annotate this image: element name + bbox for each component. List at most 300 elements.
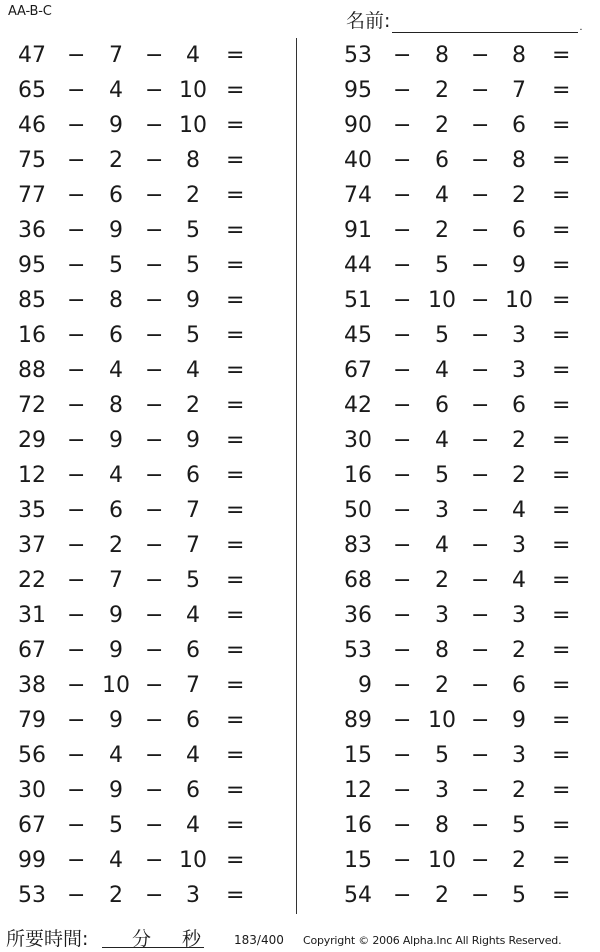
problem-row xyxy=(0,703,272,738)
minus-sign: − xyxy=(67,253,86,278)
equals-sign: = xyxy=(226,358,245,383)
second-number: 7 xyxy=(109,568,123,593)
first-number: 67 xyxy=(18,813,46,838)
minus-sign: − xyxy=(145,813,164,838)
problem-row xyxy=(0,143,272,178)
minus-sign: − xyxy=(145,323,164,348)
minus-sign: − xyxy=(393,708,412,733)
third-number: 2 xyxy=(512,183,526,208)
first-number: 89 xyxy=(344,708,372,733)
minus-sign: − xyxy=(393,43,412,68)
minus-sign: − xyxy=(145,533,164,558)
first-number: 37 xyxy=(18,533,46,558)
third-number: 2 xyxy=(512,463,526,488)
minus-sign: − xyxy=(393,183,412,208)
minus-sign: − xyxy=(67,708,86,733)
second-number: 9 xyxy=(109,218,123,243)
minus-sign: − xyxy=(145,848,164,873)
equals-sign: = xyxy=(552,253,571,278)
first-number: 30 xyxy=(344,428,372,453)
third-number: 7 xyxy=(186,673,200,698)
minus-sign: − xyxy=(393,743,412,768)
third-number: 7 xyxy=(186,498,200,523)
name-label: 名前: xyxy=(346,10,391,32)
problem-row xyxy=(326,248,598,283)
third-number: 4 xyxy=(512,568,526,593)
third-number: 10 xyxy=(179,78,207,103)
minus-sign: − xyxy=(145,568,164,593)
second-number: 9 xyxy=(109,708,123,733)
minus-sign: − xyxy=(145,253,164,278)
third-number: 5 xyxy=(186,253,200,278)
problem-row xyxy=(326,738,598,773)
minus-sign: − xyxy=(471,43,490,68)
second-number: 2 xyxy=(435,883,449,908)
minus-sign: − xyxy=(145,463,164,488)
minus-sign: − xyxy=(67,323,86,348)
right-problem-column xyxy=(326,38,598,913)
minus-sign: − xyxy=(145,358,164,383)
first-number: 42 xyxy=(344,393,372,418)
second-number: 5 xyxy=(435,253,449,278)
third-number: 8 xyxy=(512,148,526,173)
problem-row xyxy=(0,458,272,493)
equals-sign: = xyxy=(552,358,571,383)
first-number: 54 xyxy=(344,883,372,908)
minus-sign: − xyxy=(393,253,412,278)
third-number: 4 xyxy=(512,498,526,523)
minus-sign: − xyxy=(393,393,412,418)
second-number: 2 xyxy=(435,218,449,243)
minus-sign: − xyxy=(471,778,490,803)
equals-sign: = xyxy=(552,323,571,348)
equals-sign: = xyxy=(226,533,245,558)
first-number: 90 xyxy=(344,113,372,138)
first-number: 67 xyxy=(18,638,46,663)
problem-row xyxy=(0,388,272,423)
first-number: 91 xyxy=(344,218,372,243)
equals-sign: = xyxy=(226,43,245,68)
second-number: 5 xyxy=(435,743,449,768)
minus-sign: − xyxy=(393,813,412,838)
minus-sign: − xyxy=(471,428,490,453)
third-number: 5 xyxy=(186,568,200,593)
minus-sign: − xyxy=(67,778,86,803)
second-number: 9 xyxy=(109,113,123,138)
second-number: 6 xyxy=(435,393,449,418)
problem-row xyxy=(0,283,272,318)
equals-sign: = xyxy=(226,848,245,873)
minus-sign: − xyxy=(145,883,164,908)
third-number: 10 xyxy=(505,288,533,313)
second-number: 6 xyxy=(435,148,449,173)
problem-row xyxy=(326,318,598,353)
minus-sign: − xyxy=(67,883,86,908)
third-number: 6 xyxy=(186,778,200,803)
third-number: 8 xyxy=(512,43,526,68)
minus-sign: − xyxy=(145,218,164,243)
problem-row xyxy=(0,248,272,283)
problem-row xyxy=(0,353,272,388)
minus-sign: − xyxy=(393,778,412,803)
minus-sign: − xyxy=(393,568,412,593)
first-number: 38 xyxy=(18,673,46,698)
third-number: 7 xyxy=(186,533,200,558)
third-number: 2 xyxy=(512,848,526,873)
minus-sign: − xyxy=(67,78,86,103)
second-number: 2 xyxy=(435,113,449,138)
minus-sign: − xyxy=(145,183,164,208)
minus-sign: − xyxy=(67,218,86,243)
minus-sign: − xyxy=(393,428,412,453)
minus-sign: − xyxy=(145,113,164,138)
second-number: 4 xyxy=(109,848,123,873)
first-number: 22 xyxy=(18,568,46,593)
minus-sign: − xyxy=(145,673,164,698)
second-number: 9 xyxy=(109,428,123,453)
minus-sign: − xyxy=(471,323,490,348)
minus-sign: − xyxy=(67,428,86,453)
minus-sign: − xyxy=(471,883,490,908)
problem-row xyxy=(0,668,272,703)
problem-row xyxy=(326,423,598,458)
minus-sign: − xyxy=(145,743,164,768)
equals-sign: = xyxy=(226,463,245,488)
first-number: 53 xyxy=(18,883,46,908)
equals-sign: = xyxy=(226,568,245,593)
problem-row xyxy=(0,213,272,248)
equals-sign: = xyxy=(552,463,571,488)
minus-sign: − xyxy=(67,393,86,418)
equals-sign: = xyxy=(552,603,571,628)
minus-sign: − xyxy=(67,43,86,68)
minus-sign: − xyxy=(67,358,86,383)
third-number: 6 xyxy=(512,393,526,418)
second-number: 4 xyxy=(435,183,449,208)
equals-sign: = xyxy=(226,323,245,348)
equals-sign: = xyxy=(552,743,571,768)
first-number: 67 xyxy=(344,358,372,383)
minus-sign: − xyxy=(393,218,412,243)
minus-sign: − xyxy=(67,673,86,698)
problem-row xyxy=(0,73,272,108)
problem-row xyxy=(326,668,598,703)
equals-sign: = xyxy=(226,148,245,173)
equals-sign: = xyxy=(226,883,245,908)
problem-row xyxy=(0,773,272,808)
problem-row xyxy=(326,563,598,598)
second-number: 10 xyxy=(428,288,456,313)
first-number: 31 xyxy=(18,603,46,628)
third-number: 6 xyxy=(512,218,526,243)
second-number: 5 xyxy=(435,323,449,348)
second-number: 2 xyxy=(109,533,123,558)
third-number: 3 xyxy=(512,323,526,348)
second-number: 2 xyxy=(109,883,123,908)
equals-sign: = xyxy=(552,708,571,733)
first-number: 83 xyxy=(344,533,372,558)
equals-sign: = xyxy=(552,288,571,313)
first-number: 88 xyxy=(18,358,46,383)
minus-sign: − xyxy=(393,78,412,103)
third-number: 5 xyxy=(186,323,200,348)
worksheet-code: AA-B-C xyxy=(8,4,52,19)
second-number: 7 xyxy=(109,43,123,68)
second-number: 8 xyxy=(109,393,123,418)
minus-sign: − xyxy=(393,358,412,383)
second-number: 6 xyxy=(109,498,123,523)
equals-sign: = xyxy=(552,78,571,103)
first-number: 45 xyxy=(344,323,372,348)
equals-sign: = xyxy=(552,113,571,138)
first-number: 29 xyxy=(18,428,46,453)
third-number: 5 xyxy=(512,813,526,838)
third-number: 10 xyxy=(179,113,207,138)
equals-sign: = xyxy=(552,638,571,663)
third-number: 9 xyxy=(186,288,200,313)
third-number: 6 xyxy=(186,638,200,663)
minus-sign: − xyxy=(471,393,490,418)
problem-row xyxy=(0,493,272,528)
first-number: 95 xyxy=(344,78,372,103)
first-number: 36 xyxy=(18,218,46,243)
equals-sign: = xyxy=(226,288,245,313)
problem-row xyxy=(326,178,598,213)
second-number: 3 xyxy=(435,778,449,803)
problem-row xyxy=(326,73,598,108)
problem-row xyxy=(0,423,272,458)
equals-sign: = xyxy=(226,638,245,663)
equals-sign: = xyxy=(552,393,571,418)
minus-sign: − xyxy=(471,743,490,768)
third-number: 3 xyxy=(512,743,526,768)
problem-row xyxy=(326,528,598,563)
first-number: 51 xyxy=(344,288,372,313)
problem-row xyxy=(326,38,598,73)
minus-sign: − xyxy=(471,78,490,103)
minus-sign: − xyxy=(67,848,86,873)
problem-row xyxy=(326,843,598,878)
problem-row xyxy=(0,178,272,213)
minus-sign: − xyxy=(471,568,490,593)
first-number: 65 xyxy=(18,78,46,103)
equals-sign: = xyxy=(226,428,245,453)
problem-row xyxy=(0,878,272,913)
problem-row xyxy=(326,213,598,248)
problem-row xyxy=(0,528,272,563)
equals-sign: = xyxy=(226,813,245,838)
column-divider xyxy=(296,38,297,914)
first-number: 74 xyxy=(344,183,372,208)
second-number: 3 xyxy=(435,498,449,523)
problem-row xyxy=(326,283,598,318)
problem-row xyxy=(326,773,598,808)
third-number: 9 xyxy=(512,708,526,733)
minus-sign: − xyxy=(67,463,86,488)
name-field-area xyxy=(346,6,583,33)
problem-row xyxy=(0,633,272,668)
first-number: 53 xyxy=(344,638,372,663)
equals-sign: = xyxy=(552,428,571,453)
minus-sign: − xyxy=(393,883,412,908)
minus-sign: − xyxy=(67,498,86,523)
minus-sign: − xyxy=(393,533,412,558)
first-number: 9 xyxy=(358,673,372,698)
problem-row xyxy=(0,738,272,773)
first-number: 75 xyxy=(18,148,46,173)
equals-sign: = xyxy=(226,743,245,768)
minus-sign: − xyxy=(393,603,412,628)
equals-sign: = xyxy=(226,498,245,523)
minus-sign: − xyxy=(471,288,490,313)
problem-row xyxy=(326,493,598,528)
second-number: 6 xyxy=(109,183,123,208)
minus-sign: − xyxy=(471,148,490,173)
second-number: 4 xyxy=(435,358,449,383)
problem-row xyxy=(326,458,598,493)
problem-row xyxy=(326,108,598,143)
equals-sign: = xyxy=(226,183,245,208)
first-number: 16 xyxy=(18,323,46,348)
equals-sign: = xyxy=(552,848,571,873)
equals-sign: = xyxy=(552,883,571,908)
left-problem-column xyxy=(0,38,272,913)
second-number: 3 xyxy=(435,603,449,628)
minus-sign: − xyxy=(393,673,412,698)
first-number: 50 xyxy=(344,498,372,523)
third-number: 4 xyxy=(186,603,200,628)
minus-sign: − xyxy=(471,708,490,733)
first-number: 30 xyxy=(18,778,46,803)
footer xyxy=(0,924,600,952)
first-number: 77 xyxy=(18,183,46,208)
minus-sign: − xyxy=(393,323,412,348)
equals-sign: = xyxy=(552,673,571,698)
minus-sign: − xyxy=(471,113,490,138)
equals-sign: = xyxy=(552,218,571,243)
second-number: 8 xyxy=(435,638,449,663)
problem-row xyxy=(0,843,272,878)
problem-row xyxy=(0,563,272,598)
minus-sign: − xyxy=(67,568,86,593)
equals-sign: = xyxy=(226,253,245,278)
third-number: 3 xyxy=(512,603,526,628)
third-number: 5 xyxy=(186,218,200,243)
second-number: 4 xyxy=(109,358,123,383)
minus-sign: − xyxy=(393,498,412,523)
second-number: 5 xyxy=(435,463,449,488)
time-taken-label: 所要時間: xyxy=(6,928,89,950)
name-input-line[interactable] xyxy=(392,12,578,33)
equals-sign: = xyxy=(552,43,571,68)
equals-sign: = xyxy=(226,708,245,733)
problem-row xyxy=(326,808,598,843)
second-number: 10 xyxy=(428,708,456,733)
minus-sign: − xyxy=(471,498,490,523)
minus-sign: − xyxy=(471,603,490,628)
second-number: 9 xyxy=(109,778,123,803)
problem-row xyxy=(326,598,598,633)
minus-sign: − xyxy=(145,43,164,68)
first-number: 36 xyxy=(344,603,372,628)
minus-sign: − xyxy=(67,603,86,628)
minus-sign: − xyxy=(67,113,86,138)
minus-sign: − xyxy=(471,358,490,383)
problem-row xyxy=(0,808,272,843)
minus-sign: − xyxy=(393,113,412,138)
minus-sign: − xyxy=(145,288,164,313)
third-number: 6 xyxy=(512,673,526,698)
third-number: 3 xyxy=(512,358,526,383)
minus-sign: − xyxy=(393,148,412,173)
equals-sign: = xyxy=(226,393,245,418)
third-number: 4 xyxy=(186,743,200,768)
equals-sign: = xyxy=(552,183,571,208)
second-number: 9 xyxy=(109,638,123,663)
third-number: 2 xyxy=(512,778,526,803)
equals-sign: = xyxy=(226,78,245,103)
seconds-label: 秒 xyxy=(182,928,202,950)
third-number: 9 xyxy=(512,253,526,278)
minus-sign: − xyxy=(471,638,490,663)
minus-sign: − xyxy=(393,288,412,313)
minus-sign: − xyxy=(393,638,412,663)
first-number: 56 xyxy=(18,743,46,768)
equals-sign: = xyxy=(226,603,245,628)
second-number: 9 xyxy=(109,603,123,628)
time-taken-field[interactable] xyxy=(102,924,204,948)
second-number: 6 xyxy=(109,323,123,348)
first-number: 53 xyxy=(344,43,372,68)
second-number: 10 xyxy=(102,673,130,698)
first-number: 12 xyxy=(18,463,46,488)
third-number: 3 xyxy=(512,533,526,558)
second-number: 4 xyxy=(109,743,123,768)
minus-sign: − xyxy=(471,533,490,558)
equals-sign: = xyxy=(552,568,571,593)
problem-row xyxy=(326,703,598,738)
third-number: 7 xyxy=(512,78,526,103)
minus-sign: − xyxy=(471,848,490,873)
minus-sign: − xyxy=(145,603,164,628)
second-number: 4 xyxy=(109,78,123,103)
minus-sign: − xyxy=(393,463,412,488)
first-number: 40 xyxy=(344,148,372,173)
first-number: 79 xyxy=(18,708,46,733)
third-number: 9 xyxy=(186,428,200,453)
first-number: 85 xyxy=(18,288,46,313)
first-number: 99 xyxy=(18,848,46,873)
minus-sign: − xyxy=(67,813,86,838)
minus-sign: − xyxy=(471,218,490,243)
first-number: 12 xyxy=(344,778,372,803)
third-number: 3 xyxy=(186,883,200,908)
second-number: 5 xyxy=(109,253,123,278)
minus-sign: − xyxy=(145,638,164,663)
problem-row xyxy=(326,878,598,913)
third-number: 2 xyxy=(186,393,200,418)
minus-sign: − xyxy=(145,778,164,803)
minus-sign: − xyxy=(471,463,490,488)
second-number: 8 xyxy=(109,288,123,313)
third-number: 2 xyxy=(512,638,526,663)
name-line-dot: . xyxy=(579,22,583,33)
second-number: 10 xyxy=(428,848,456,873)
problem-row xyxy=(0,598,272,633)
first-number: 95 xyxy=(18,253,46,278)
minus-sign: − xyxy=(145,498,164,523)
second-number: 2 xyxy=(435,568,449,593)
